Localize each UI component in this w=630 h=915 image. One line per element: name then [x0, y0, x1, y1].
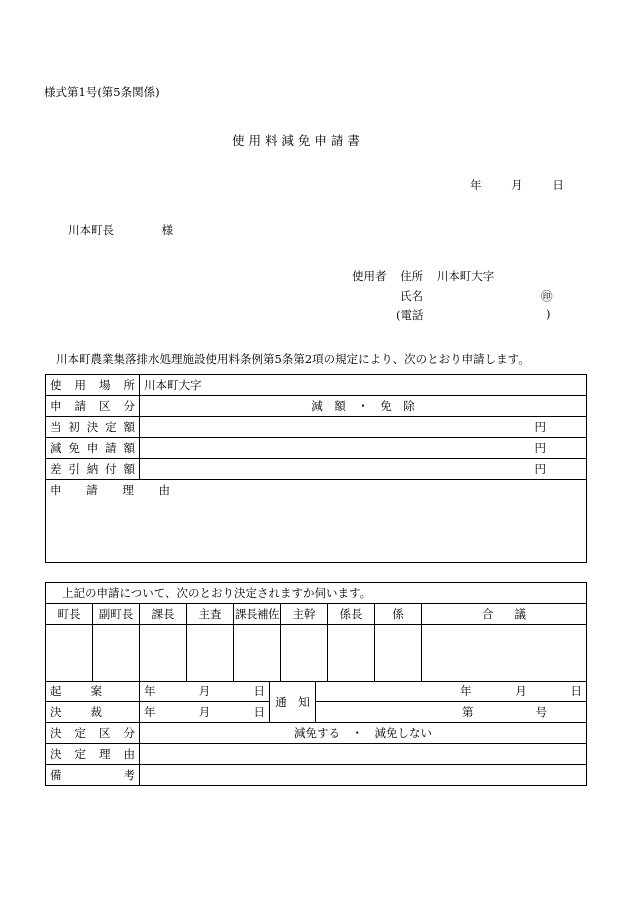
month-label: 月 [511, 178, 523, 192]
name-label: 氏名 [400, 289, 423, 303]
notice-number-field[interactable]: 第 号 [316, 702, 587, 723]
row-label [46, 396, 140, 417]
seal-box-assistant-chief[interactable] [234, 625, 281, 682]
year-label: 年 [470, 178, 482, 192]
label-application-type: 申 請 区 分 [50, 399, 135, 413]
table-row [46, 765, 587, 786]
table-row [46, 583, 587, 604]
label-usage-place: 使 用 場 所 [50, 378, 135, 392]
usage-place-field[interactable]: 川本町大字 [140, 375, 587, 396]
reduction-amount-field[interactable]: 円 [140, 438, 587, 459]
day-label: 日 [552, 178, 564, 192]
row-label [46, 375, 140, 396]
seal-box-mayor[interactable] [46, 625, 93, 682]
applicant-address-line [352, 268, 494, 284]
document-title: 使 用 料 減 免 申 請 書 [232, 133, 360, 148]
addressee-honorific: 様 [161, 223, 174, 237]
label-draft: 起 案 [50, 684, 102, 698]
label-initial-amount: 当 初 決 定 額 [50, 420, 135, 434]
phone-close: ) [546, 307, 551, 321]
table-row [46, 459, 587, 480]
table-row [46, 681, 587, 702]
table-row [46, 417, 587, 438]
approver-label: 係長 [328, 604, 375, 625]
initial-amount-field[interactable]: 円 [140, 417, 587, 438]
intro-text: 川本町農業集落排水処理施設使用料条例第5条第2項の規定により、次のとおり申請します。 [56, 352, 530, 366]
approver-label: 課長補佐 [234, 604, 281, 625]
seal-box-senior-officer[interactable] [281, 625, 328, 682]
label-decision-reason: 決 定 理 由 [50, 747, 135, 761]
approver-label: 副町長 [93, 604, 140, 625]
seal-mark: ㊞ [541, 289, 553, 303]
decision-detail-table [45, 681, 587, 786]
row-label [46, 417, 140, 438]
approver-label: 課長 [140, 604, 187, 625]
approver-label: 主査 [187, 604, 234, 625]
decision-type-field[interactable]: 減免する ・ 減免しない [140, 723, 587, 744]
phone-open: (電話 [396, 308, 424, 322]
row-label [46, 681, 140, 702]
seal-box-council[interactable] [422, 625, 587, 682]
row-label [46, 744, 140, 765]
decision-header: 上記の申請について、次のとおり決定されますか伺います。 [46, 583, 587, 604]
table-row [46, 604, 587, 625]
approver-label: 町長 [46, 604, 93, 625]
row-label [46, 723, 140, 744]
seal-box-chief-inspector[interactable] [187, 625, 234, 682]
remarks-field[interactable] [140, 765, 587, 786]
address-label: 住所 [400, 269, 424, 283]
net-payment-field[interactable]: 円 [140, 459, 587, 480]
approval-date-field[interactable]: 年 月 日 [140, 702, 270, 723]
label-remarks: 備 考 [50, 768, 135, 782]
draft-date-field[interactable]: 年 月 日 [140, 681, 270, 702]
table-row [46, 375, 587, 396]
seal-box-staff[interactable] [375, 625, 422, 682]
approver-label: 係 [375, 604, 422, 625]
table-row [46, 396, 587, 417]
council-label: 合 議 [422, 604, 587, 625]
label-decision-type: 決 定 区 分 [50, 726, 135, 740]
address-value: 川本町大字 [436, 269, 495, 283]
addressee [68, 222, 173, 238]
label-approval: 決 裁 [50, 705, 102, 719]
applicant-label: 使用者 [352, 269, 387, 283]
table-row [46, 438, 587, 459]
addressee-name: 川本町長 [68, 223, 114, 237]
seal-box-unit-chief[interactable] [328, 625, 375, 682]
decision-reason-field[interactable] [140, 744, 587, 765]
label-reduction-amount: 減 免 申 請 額 [50, 441, 135, 455]
row-label [46, 438, 140, 459]
label-reason: 申 請 理 由 [50, 483, 170, 497]
application-type-field[interactable]: 減 額 ・ 免 除 [140, 396, 587, 417]
reason-field[interactable] [46, 480, 587, 563]
seal-box-section-chief[interactable] [140, 625, 187, 682]
table-row [46, 702, 587, 723]
table-row [46, 625, 587, 682]
table-row [46, 480, 587, 563]
application-date [470, 177, 564, 193]
approver-label: 主幹 [281, 604, 328, 625]
form-number: 様式第1号(第5条関係) [44, 85, 160, 99]
decision-table [45, 582, 587, 682]
row-label [46, 702, 140, 723]
application-table [45, 374, 587, 563]
row-label [46, 765, 140, 786]
table-row [46, 723, 587, 744]
row-label [46, 459, 140, 480]
table-row [46, 744, 587, 765]
notice-date-field[interactable]: 年 月 日 [316, 681, 587, 702]
label-net-payment: 差 引 納 付 額 [50, 462, 135, 476]
seal-box-deputy-mayor[interactable] [93, 625, 140, 682]
notice-label: 通 知 [270, 681, 316, 723]
